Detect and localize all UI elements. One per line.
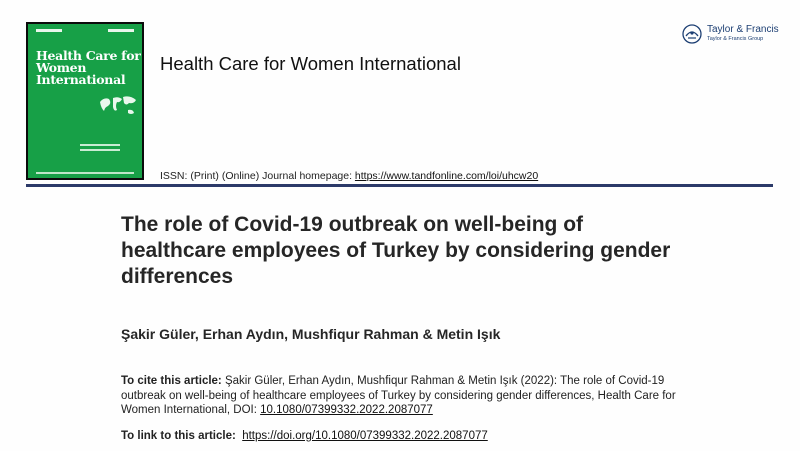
taylor-francis-logo-icon	[682, 24, 702, 44]
journal-cover	[26, 22, 144, 180]
article-authors: Şakir Güler, Erhan Aydın, Mushfiqur Rahman & Metin Işık	[121, 326, 501, 342]
cover-footer-line	[36, 172, 134, 174]
citation-block	[121, 374, 681, 418]
doi-link[interactable]: 10.1080/07399332.2022.2087077	[260, 404, 433, 416]
article-doi-url[interactable]: https://doi.org/10.1080/07399332.2022.2087077	[242, 430, 488, 442]
journal-name: Health Care for Women International	[160, 53, 461, 74]
publisher-group: Taylor & Francis Group	[707, 36, 764, 42]
cover-title: Health Care for Women International	[36, 48, 141, 87]
cover-volume-info	[80, 144, 120, 154]
issn-line	[160, 170, 538, 182]
citation-text: Şakir Güler, Erhan Aydın, Mushfiqur Rahman & Metin Işık (2022): The role of Covid-19 outbreak on well-being of healthcare employees of Turkey by considering gender differences, Health Care for Women International, DOI:	[121, 375, 676, 416]
article-link-line	[121, 430, 488, 442]
journal-homepage-link[interactable]: https://www.tandfonline.com/loi/uhcw20	[354, 170, 539, 182]
publisher-logo[interactable]	[682, 23, 782, 45]
article-title: The role of Covid-19 outbreak on well-being of healthcare employees of Turkey by considering gender differences	[121, 213, 671, 288]
world-map-icon	[98, 94, 138, 120]
citation-label: To cite this article:	[121, 375, 222, 387]
link-label: To link to this article:	[121, 430, 236, 442]
issn-label: ISSN: (Print) (Online) Journal homepage:	[160, 170, 355, 182]
cover-top-strip	[36, 29, 134, 33]
publisher-name: Taylor & Francis	[707, 24, 779, 35]
header-divider	[26, 184, 773, 187]
